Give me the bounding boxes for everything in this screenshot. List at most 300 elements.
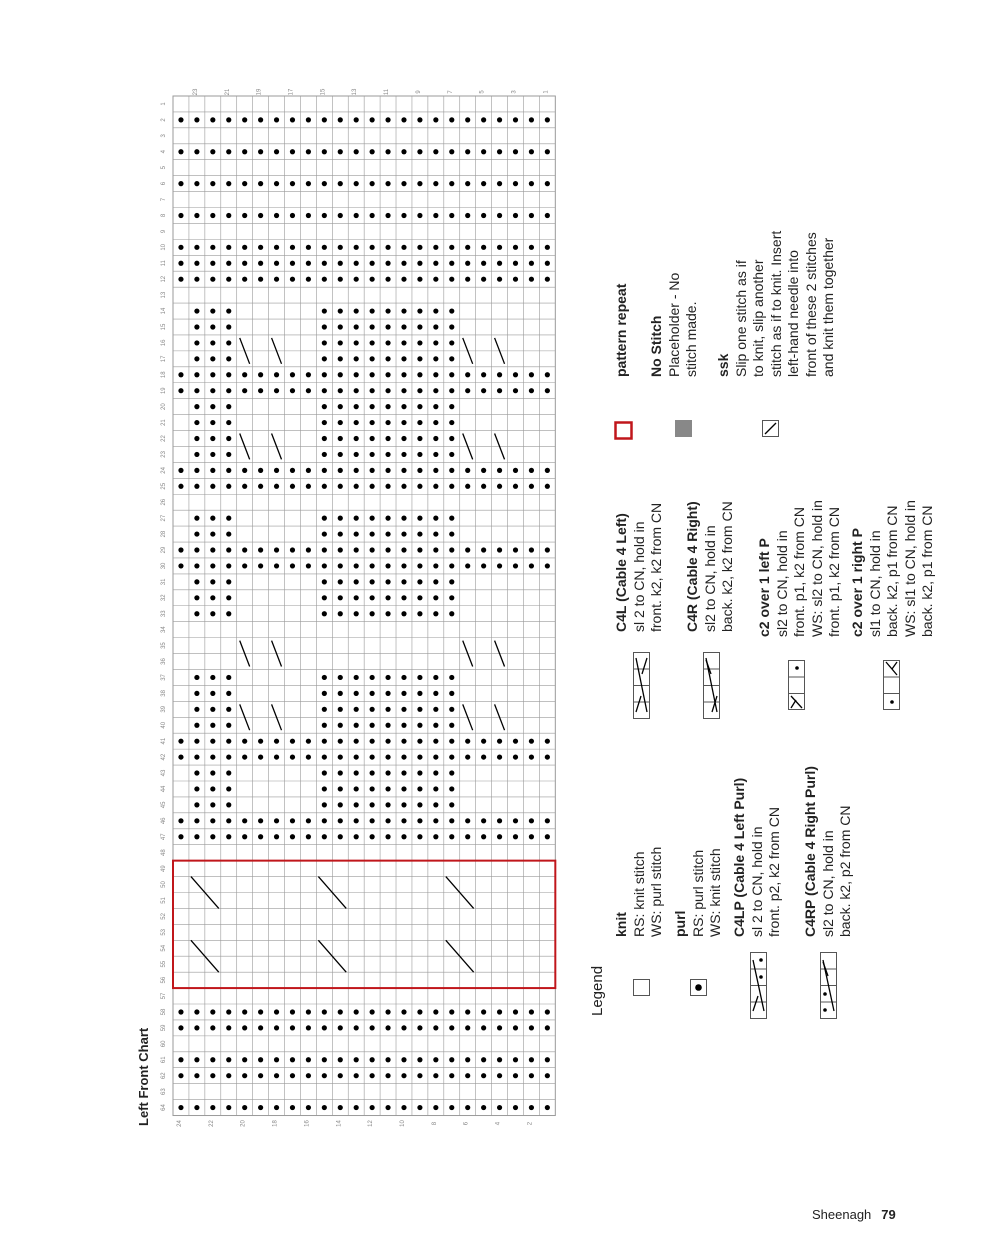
purl-stitch <box>401 1025 406 1030</box>
purl-stitch <box>322 786 327 791</box>
purl-stitch <box>481 372 486 377</box>
purl-stitch <box>370 1105 375 1110</box>
stitch-number: 14 <box>161 307 167 315</box>
purl-stitch <box>433 675 438 680</box>
purl-stitch <box>258 181 263 186</box>
purl-stitch <box>433 691 438 696</box>
purl-stitch <box>242 563 247 568</box>
purl-stitch <box>529 213 534 218</box>
purl-stitch <box>370 420 375 425</box>
purl-stitch <box>194 245 199 250</box>
purl-stitch <box>306 547 311 552</box>
purl-stitch <box>338 372 343 377</box>
purl-stitch <box>242 277 247 282</box>
purl-stitch <box>401 579 406 584</box>
purl-stitch <box>401 388 406 393</box>
purl-stitch <box>449 277 454 282</box>
legend-item-no-stitch <box>648 273 701 377</box>
purl-stitch <box>417 324 422 329</box>
stitch-number: 59 <box>161 1024 167 1032</box>
purl-stitch <box>385 1009 390 1014</box>
stitch-number: 13 <box>161 291 167 299</box>
purl-stitch <box>433 1073 438 1078</box>
purl-stitch <box>242 834 247 839</box>
purl-stitch <box>449 261 454 266</box>
purl-stitch <box>417 1105 422 1110</box>
purl-stitch <box>194 452 199 457</box>
purl-stitch <box>306 739 311 744</box>
purl-stitch <box>370 723 375 728</box>
legend-item-knit <box>613 847 666 937</box>
purl-stitch <box>178 739 183 744</box>
purl-stitch <box>194 1105 199 1110</box>
purl-stitch <box>354 611 359 616</box>
stitch-number: 4 <box>161 150 167 154</box>
purl-stitch <box>417 404 422 409</box>
purl-stitch <box>545 213 550 218</box>
purl-stitch <box>529 277 534 282</box>
stitch-number: 11 <box>161 260 167 267</box>
purl-stitch <box>354 372 359 377</box>
purl-stitch <box>242 754 247 759</box>
purl-stitch <box>338 181 343 186</box>
legend-name: ssk <box>715 353 731 377</box>
pattern-repeat-icon <box>614 421 634 441</box>
purl-stitch <box>529 149 534 154</box>
purl-stitch <box>322 1057 327 1062</box>
purl-stitch <box>513 213 518 218</box>
purl-stitch <box>226 420 231 425</box>
purl-stitch <box>497 1025 502 1030</box>
purl-stitch <box>417 754 422 759</box>
purl-stitch <box>226 1009 231 1014</box>
stitch-number: 61 <box>161 1056 167 1064</box>
purl-stitch <box>226 595 231 600</box>
purl-stitch <box>322 468 327 473</box>
purl-stitch <box>226 547 231 552</box>
purl-stitch <box>417 834 422 839</box>
row-number: 22 <box>208 1120 215 1127</box>
purl-stitch <box>338 675 343 680</box>
stitch-number: 57 <box>161 992 167 1000</box>
purl-stitch <box>370 547 375 552</box>
purl-stitch <box>226 308 231 313</box>
purl-stitch <box>385 547 390 552</box>
purl-stitch <box>497 468 502 473</box>
purl-stitch <box>513 388 518 393</box>
purl-stitch <box>242 1057 247 1062</box>
stitch-number: 38 <box>161 690 167 697</box>
purl-stitch <box>354 818 359 823</box>
purl-stitch <box>306 245 311 250</box>
purl-stitch <box>401 420 406 425</box>
purl-stitch <box>385 356 390 361</box>
purl-stitch <box>194 420 199 425</box>
purl-stitch <box>529 261 534 266</box>
purl-stitch <box>322 516 327 521</box>
purl-stitch <box>433 1105 438 1110</box>
c4l-cable-icon <box>633 652 651 720</box>
legend-line: sl1 to CN, hold in <box>866 530 883 637</box>
row-number: 5 <box>479 90 486 94</box>
row-number: 8 <box>431 1121 438 1126</box>
purl-stitch <box>338 1105 343 1110</box>
purl-stitch <box>385 181 390 186</box>
legend-line: and knit them together <box>820 237 836 377</box>
purl-stitch <box>433 117 438 122</box>
purl-stitch <box>210 277 215 282</box>
purl-stitch <box>481 117 486 122</box>
purl-stitch <box>274 739 279 744</box>
purl-stitch <box>354 356 359 361</box>
purl-stitch <box>274 372 279 377</box>
purl-stitch <box>545 181 550 186</box>
purl-stitch <box>226 579 231 584</box>
stitch-number: 48 <box>161 849 167 857</box>
purl-stitch <box>354 802 359 807</box>
purl-stitch <box>306 754 311 759</box>
purl-stitch <box>401 245 406 250</box>
purl-stitch <box>178 277 183 282</box>
purl-stitch <box>178 149 183 154</box>
purl-stitch <box>370 770 375 775</box>
purl-stitch <box>338 595 343 600</box>
purl-stitch <box>242 1025 247 1030</box>
purl-stitch <box>481 754 486 759</box>
purl-stitch <box>370 563 375 568</box>
legend-line: sl2 to CN, hold in <box>701 525 718 632</box>
purl-stitch <box>481 1025 486 1030</box>
purl-stitch <box>449 707 454 712</box>
purl-stitch <box>226 340 231 345</box>
purl-stitch <box>497 834 502 839</box>
stitch-number: 1 <box>161 102 167 106</box>
purl-stitch <box>401 818 406 823</box>
purl-stitch <box>370 754 375 759</box>
c2-over-1-right-p-icon <box>883 660 901 711</box>
purl-stitch <box>210 595 215 600</box>
purl-stitch <box>529 484 534 489</box>
purl-stitch <box>385 468 390 473</box>
purl-stitch <box>322 324 327 329</box>
purl-stitch <box>449 484 454 489</box>
purl-stitch <box>258 563 263 568</box>
stitch-number: 2 <box>161 118 167 122</box>
purl-stitch <box>449 308 454 313</box>
purl-stitch <box>338 834 343 839</box>
purl-stitch <box>417 595 422 600</box>
purl-stitch <box>385 245 390 250</box>
legend-item-ssk <box>715 231 838 377</box>
purl-stitch <box>417 181 422 186</box>
purl-stitch <box>322 1073 327 1078</box>
purl-stitch <box>210 404 215 409</box>
purl-stitch <box>370 181 375 186</box>
legend-line: stitch made. <box>683 301 699 377</box>
purl-stitch <box>226 149 231 154</box>
purl-stitch <box>210 436 215 441</box>
purl-stitch <box>433 611 438 616</box>
purl-stitch <box>385 723 390 728</box>
purl-stitch <box>178 213 183 218</box>
purl-stitch <box>417 149 422 154</box>
purl-stitch <box>513 149 518 154</box>
row-number: 3 <box>511 90 518 94</box>
stitch-number: 17 <box>161 355 167 363</box>
purl-stitch <box>322 531 327 536</box>
purl-stitch <box>449 340 454 345</box>
purl-stitch <box>465 277 470 282</box>
purl-stitch <box>545 468 550 473</box>
purl-stitch <box>354 739 359 744</box>
purl-stitch <box>401 516 406 521</box>
purl-stitch <box>322 802 327 807</box>
purl-stitch <box>385 452 390 457</box>
purl-stitch <box>370 1009 375 1014</box>
purl-stitch <box>194 547 199 552</box>
purl-stitch <box>401 563 406 568</box>
purl-stitch <box>433 754 438 759</box>
purl-stitch <box>290 484 295 489</box>
purl-stitch <box>513 117 518 122</box>
purl-stitch <box>338 531 343 536</box>
page-number: 79 <box>881 1207 896 1222</box>
purl-stitch <box>529 1009 534 1014</box>
purl-stitch <box>433 579 438 584</box>
stitch-number: 47 <box>161 833 167 841</box>
purl-stitch <box>370 531 375 536</box>
legend-item-c4l <box>613 503 666 632</box>
purl-stitch <box>226 436 231 441</box>
purl-stitch <box>433 1025 438 1030</box>
purl-stitch <box>210 372 215 377</box>
purl-stitch <box>178 818 183 823</box>
purl-stitch <box>465 1057 470 1062</box>
purl-stitch <box>513 1073 518 1078</box>
purl-stitch <box>274 261 279 266</box>
purl-stitch <box>545 1025 550 1030</box>
purl-stitch <box>401 834 406 839</box>
purl-stitch <box>290 117 295 122</box>
purl-stitch <box>322 308 327 313</box>
row-number: 16 <box>304 1120 311 1127</box>
purl-stitch <box>258 547 263 552</box>
stitch-number: 12 <box>161 275 167 283</box>
purl-stitch <box>417 468 422 473</box>
purl-stitch <box>274 563 279 568</box>
legend-item-c2-over-1-left-p <box>756 500 844 637</box>
stitch-number: 60 <box>161 1040 167 1048</box>
row-number: 17 <box>288 88 295 96</box>
purl-stitch <box>322 149 327 154</box>
purl-stitch <box>226 770 231 775</box>
legend-name: c2 over 1 left P <box>756 538 772 637</box>
purl-stitch <box>226 516 231 521</box>
purl-stitch <box>178 372 183 377</box>
purl-stitch <box>290 1057 295 1062</box>
purl-stitch <box>513 1057 518 1062</box>
purl-stitch <box>513 563 518 568</box>
purl-stitch <box>401 468 406 473</box>
purl-stitch <box>210 308 215 313</box>
legend-title: Legend <box>589 965 606 1016</box>
legend-line: front. p1, k2 from CN <box>826 507 842 637</box>
purl-stitch <box>529 1057 534 1062</box>
purl-stitch <box>306 181 311 186</box>
purl-stitch <box>417 372 422 377</box>
purl-stitch <box>210 834 215 839</box>
purl-stitch <box>370 245 375 250</box>
purl-stitch <box>306 484 311 489</box>
purl-stitch <box>210 739 215 744</box>
purl-stitch <box>449 579 454 584</box>
purl-stitch <box>338 739 343 744</box>
purl-stitch <box>210 579 215 584</box>
purl-stitch <box>354 452 359 457</box>
purl-stitch <box>354 245 359 250</box>
purl-stitch <box>545 388 550 393</box>
purl-stitch <box>178 1073 183 1078</box>
purl-stitch <box>401 675 406 680</box>
purl-stitch <box>210 117 215 122</box>
purl-stitch <box>322 261 327 266</box>
purl-stitch <box>194 308 199 313</box>
purl-stitch <box>210 149 215 154</box>
purl-stitch <box>226 117 231 122</box>
stitch-number: 37 <box>161 674 167 681</box>
legend-line: stitch as if to knit. Insert <box>767 230 784 377</box>
purl-stitch <box>513 834 518 839</box>
purl-stitch <box>370 802 375 807</box>
purl-stitch <box>497 213 502 218</box>
purl-stitch <box>370 117 375 122</box>
purl-stitch <box>274 277 279 282</box>
purl-stitch <box>433 516 438 521</box>
purl-stitch <box>338 484 343 489</box>
purl-stitch <box>306 834 311 839</box>
purl-stitch <box>497 1009 502 1014</box>
purl-stitch <box>194 468 199 473</box>
purl-stitch <box>194 484 199 489</box>
row-number: 7 <box>447 90 454 94</box>
purl-stitch <box>226 754 231 759</box>
purl-stitch <box>385 1025 390 1030</box>
stitch-number: 49 <box>161 865 167 872</box>
purl-stitch <box>545 563 550 568</box>
purl-stitch <box>417 1057 422 1062</box>
purl-stitch <box>210 611 215 616</box>
purl-stitch <box>322 277 327 282</box>
purl-stitch <box>385 404 390 409</box>
purl-stitch <box>322 818 327 823</box>
stitch-number: 24 <box>161 467 167 474</box>
legend-name: C4RP (Cable 4 Right Purl) <box>802 766 818 937</box>
purl-stitch <box>385 834 390 839</box>
purl-stitch <box>242 547 247 552</box>
purl-stitch <box>274 181 279 186</box>
purl-stitch <box>385 277 390 282</box>
purl-stitch <box>385 340 390 345</box>
purl-stitch <box>433 818 438 823</box>
purl-stitch <box>545 117 550 122</box>
purl-stitch <box>354 388 359 393</box>
purl-stitch <box>417 547 422 552</box>
purl-stitch <box>194 786 199 791</box>
purl-stitch <box>513 1009 518 1014</box>
purl-stitch <box>401 786 406 791</box>
purl-stitch <box>481 245 486 250</box>
purl-stitch <box>258 754 263 759</box>
purl-stitch <box>338 754 343 759</box>
purl-stitch <box>290 1025 295 1030</box>
purl-stitch <box>194 277 199 282</box>
purl-stitch <box>306 1073 311 1078</box>
purl-stitch <box>417 277 422 282</box>
purl-stitch <box>178 1105 183 1110</box>
purl-stitch <box>449 404 454 409</box>
purl-stitch <box>178 181 183 186</box>
purl-stitch <box>274 547 279 552</box>
purl-stitch <box>417 436 422 441</box>
purl-stitch <box>545 739 550 744</box>
purl-stitch <box>226 611 231 616</box>
purl-stitch <box>370 786 375 791</box>
purl-stitch <box>242 117 247 122</box>
purl-stitch <box>354 691 359 696</box>
purl-stitch <box>258 834 263 839</box>
purl-stitch <box>370 372 375 377</box>
stitch-number: 15 <box>161 323 167 331</box>
purl-stitch <box>401 723 406 728</box>
row-number: 20 <box>240 1120 247 1127</box>
stitch-number: 5 <box>161 166 167 170</box>
purl-stitch <box>306 149 311 154</box>
purl-stitch <box>258 484 263 489</box>
purl-stitch <box>210 324 215 329</box>
legend-line: WS: purl stitch <box>648 846 664 937</box>
purl-stitch <box>465 1009 470 1014</box>
stitch-number: 22 <box>161 435 167 442</box>
purl-stitch <box>354 261 359 266</box>
purl-stitch <box>354 675 359 680</box>
purl-stitch <box>322 770 327 775</box>
purl-stitch <box>370 834 375 839</box>
purl-stitch <box>322 547 327 552</box>
purl-stitch <box>226 563 231 568</box>
purl-stitch <box>433 261 438 266</box>
row-number: 9 <box>415 90 422 94</box>
purl-stitch <box>354 723 359 728</box>
purl-stitch <box>178 1009 183 1014</box>
stitch-number: 3 <box>161 134 167 138</box>
purl-stitch <box>338 245 343 250</box>
purl-stitch <box>481 547 486 552</box>
purl-stitch <box>194 707 199 712</box>
purl-stitch <box>449 547 454 552</box>
purl-stitch <box>545 754 550 759</box>
purl-stitch <box>178 1025 183 1030</box>
purl-stitch <box>306 261 311 266</box>
stitch-number: 26 <box>161 498 167 506</box>
row-number: 21 <box>224 88 231 96</box>
purl-stitch <box>449 611 454 616</box>
purl-stitch <box>417 531 422 536</box>
purl-stitch <box>210 340 215 345</box>
no-stitch-icon <box>675 420 693 438</box>
purl-stitch <box>242 1009 247 1014</box>
purl-stitch <box>417 786 422 791</box>
legend-line: front. k2, k2 from CN <box>648 502 664 632</box>
